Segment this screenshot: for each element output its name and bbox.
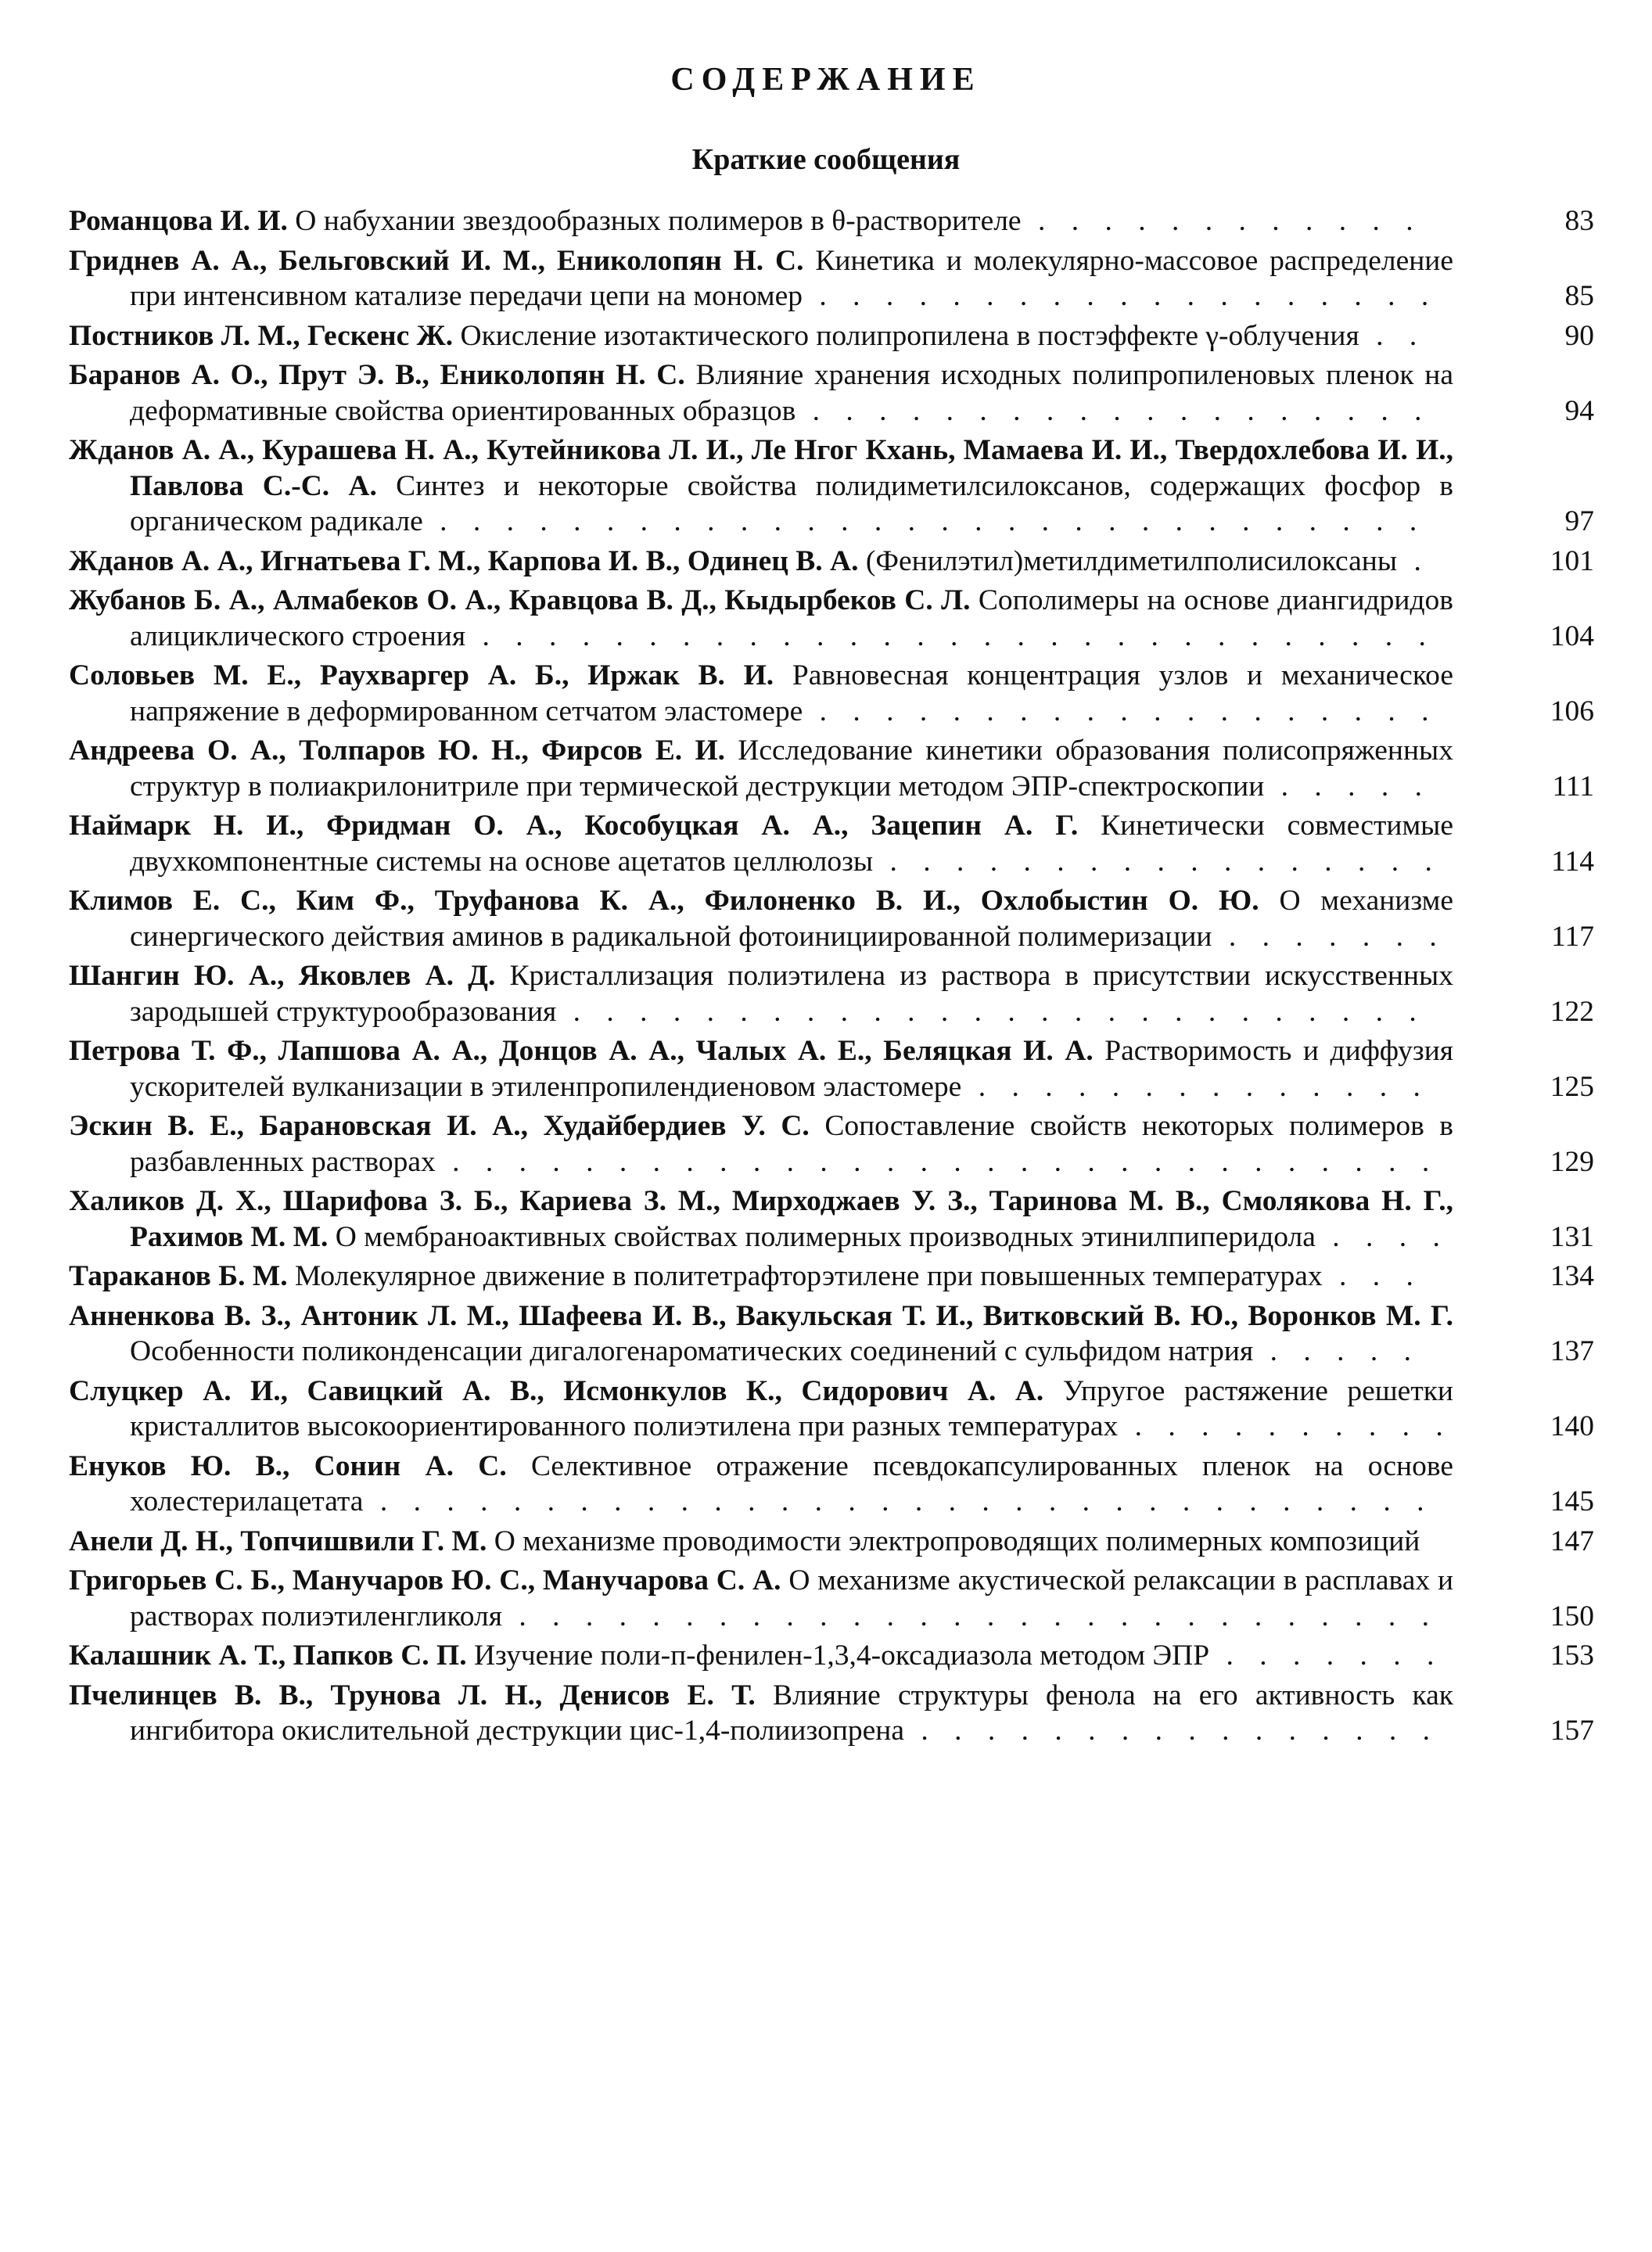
toc-entry-authors: Жданов А. А., Курашева Н. А., Кутейникова Л. И., Ле Нгог Кхань, Мамаева И. И., Твердохлебова И. И., Павлова С.-С. А. [69,434,1453,502]
toc-entry-authors: Шангин Ю. А., Яковлев А. Д. [69,960,496,992]
toc-entry-title: О механизме проводимости электропроводящих полимерных композиций [494,1525,1420,1557]
toc-entry-authors: Наймарк Н. И., Фридман О. А., Кособуцкая А. А., Зацепин А. Г. [69,810,1079,842]
toc-entry-text [69,433,1453,540]
toc-entry-page-number: 140 [1550,1410,1594,1442]
dot-leader: . . . . . . . . . . . . . . . . [904,1715,1439,1747]
toc-entry [69,357,1594,429]
toc-entry-title: Синтез и некоторые свойства полидиметилсилоксанов, содержащих фосфор в органическом радикале [130,469,1453,537]
toc-entry-text [69,1259,1453,1295]
toc-entry-text [69,808,1453,879]
toc-entry-page-number: 117 [1551,920,1594,953]
toc-entry [69,1524,1594,1560]
dot-leader: . . . . . . . . . . . . . . . . . . . [795,394,1431,427]
toc-entry-text [69,243,1453,314]
dot-leader: . . . . [1315,1220,1449,1253]
toc-entry-title: Кристаллизация полиэтилена из раствора в присутствии искусственных зародышей структурообразования [130,960,1453,1028]
dot-leader: . . . . . . . . . . . . . . . . . . . [803,695,1438,727]
toc-entry [69,1183,1594,1255]
toc-entry [69,1678,1594,1749]
toc-entry-title: О механизме синергического действия аминов в радикальной фотоинициированной полимеризации [130,885,1453,953]
toc-entry-page-number: 111 [1552,770,1594,803]
toc-entry [69,958,1594,1029]
toc-entry-text [69,544,1453,580]
dot-leader: . [1397,544,1431,577]
dot-leader: . . . . . . . [1209,1640,1444,1672]
toc-entry-text [69,1108,1453,1180]
dot-leader: . . . . . . . . . . . . . . . . . . . . . . . . . . . . [502,1600,1439,1632]
toc-entry [69,1033,1594,1104]
dot-leader: . . . . . . . . . . . . . . . . . . . . . . . . . . . . . [465,620,1435,652]
toc-entry-title: Селективное отражение псевдокапсулированных пленок на основе холестерилацетата [130,1449,1453,1517]
dot-leader: . . . [1322,1260,1423,1292]
toc-entry-text [69,203,1453,239]
toc-entry-authors: Григорьев С. Б., Манучаров Ю. С., Манучарова С. А. [69,1564,781,1597]
toc-entry-authors: Калашник А. Т., Папков С. П. [69,1640,467,1672]
toc-entry-title: Равновесная концентрация узлов и механическое напряжение в деформированном сетчатом эластомере [130,659,1453,727]
toc-entry [69,433,1594,540]
toc-entry-page-number: 150 [1550,1600,1594,1632]
toc-entry-title: Сополимеры на основе диангидридов алициклического строения [130,584,1453,652]
toc-entry-title: Сопоставление свойств некоторых полимеров в разбавленных растворах [130,1110,1453,1178]
table-of-contents [69,203,1594,1753]
toc-entry-page-number: 153 [1550,1640,1594,1672]
toc-entry [69,583,1594,654]
toc-entry-text [69,1298,1453,1370]
toc-entry-text [69,958,1453,1029]
toc-entry-text [69,1638,1453,1674]
toc-entry-title: Окисление изотактического полипропилена в постэффекте γ-облучения [460,319,1359,352]
toc-entry-page-number: 145 [1550,1485,1594,1517]
page-title: СОДЕРЖАНИЕ [670,62,982,98]
dot-leader: . . . . . . . [1212,920,1446,953]
dot-leader: . . . . . [1253,1335,1420,1367]
toc-entry-authors: Тараканов Б. М. [69,1260,288,1292]
toc-entry-text [69,1183,1453,1255]
toc-entry-page-number: 129 [1550,1145,1594,1178]
toc-entry-authors: Анненкова В. З., Антоник Л. М., Шафеева И. В., Вакульская Т. И., Витковский В. Ю., Воронков М. Г. [69,1299,1453,1332]
toc-entry-authors: Анели Д. Н., Топчишвили Г. М. [69,1525,487,1557]
dot-leader: . . . . . . . . . . . . . . . . . [873,845,1442,878]
toc-entry-page-number: 157 [1550,1715,1594,1747]
toc-entry [69,1259,1594,1295]
toc-entry-authors: Петрова Т. Ф., Лапшова А. А., Донцов А. А., Чалых А. Е., Беляцкая И. А. [69,1035,1094,1067]
toc-entry-page-number: 125 [1550,1070,1594,1103]
toc-entry [69,733,1594,804]
section-heading: Краткие сообщения [691,143,961,176]
toc-entry-authors: Романцова И. И. [69,205,288,237]
toc-entry [69,658,1594,729]
toc-entry-page-number: 94 [1564,394,1594,427]
toc-entry-page-number: 134 [1550,1260,1594,1292]
toc-entry-page-number: 147 [1550,1525,1594,1557]
toc-entry-text [69,318,1453,354]
dot-leader: . . . . . . . . . . [1118,1410,1453,1442]
toc-entry-title: Молекулярное движение в политетрафторэтилене при повышенных температурах [294,1260,1323,1292]
toc-entry-authors: Андреева О. А., Толпаров Ю. Н., Фирсов Е. И. [69,735,725,767]
dot-leader: . . . . . . . . . . . . . . [961,1070,1430,1103]
dot-leader: . . . . . . . . . . . . . . . . . . . . . . . . . . . . . . [435,1145,1439,1178]
toc-entry-title: Влияние структуры фенола на его активность как ингибитора окислительной деструкции цис-1,4-полиизопрена [130,1679,1453,1747]
toc-entry-page-number: 97 [1564,505,1594,537]
toc-entry-authors: Слуцкер А. И., Савицкий А. В., Исмонкулов К., Сидорович А. А. [69,1374,1044,1407]
dot-leader: . . . . . . . . . . . . [1021,205,1423,237]
dot-leader: . . . . . . . . . . . . . . . . . . . . . . . . . . [556,995,1426,1028]
toc-entry-page-number: 137 [1550,1335,1594,1367]
toc-entry-text [69,1678,1453,1749]
toc-entry-authors: Халиков Д. Х., Шарифова З. Б., Кариева З. М., Мирходжаев У. З., Таринова М. В., Смолякова Н. Г., Рахимов М. М. [69,1185,1453,1253]
toc-entry-authors: Эскин В. Е., Барановская И. А., Худайбердиев У. С. [69,1110,810,1142]
toc-entry [69,1108,1594,1180]
dot-leader: . . . . . . . . . . . . . . . . . . . . . . . . . . . . . . . . [363,1485,1434,1517]
toc-entry-title: (Фенилэтил)метилдиметилполисилоксаны [865,544,1398,577]
toc-entry [69,1374,1594,1445]
toc-entry-text [69,1563,1453,1634]
toc-entry-title: Влияние хранения исходных полипропиленовых пленок на деформативные свойства ориентированных образцов [130,359,1453,427]
toc-entry [69,203,1594,239]
toc-entry-text [69,1524,1453,1560]
toc-entry-authors: Баранов А. О., Прут Э. В., Ениколопян Н. С. [69,359,685,391]
dot-leader: . . [1359,319,1427,352]
toc-entry-authors: Гриднев А. А., Бельговский И. М., Ениколопян Н. С. [69,244,804,277]
toc-entry-page-number: 101 [1550,544,1594,577]
toc-entry-authors: Енуков Ю. В., Сонин А. С. [69,1449,507,1482]
toc-entry-title: Кинетика и молекулярно-массовое распределение при интенсивном катализе передачи цепи на мономер [130,244,1453,312]
toc-entry-text [69,1033,1453,1104]
toc-entry-page-number: 106 [1550,695,1594,727]
toc-entry-text [69,733,1453,804]
toc-entry [69,1298,1594,1370]
dot-leader: . . . . . . . . . . . . . . . . . . . . . . . . . . . . . . [422,505,1427,537]
toc-entry [69,808,1594,879]
toc-entry-authors: Постников Л. М., Гескенс Ж. [69,319,454,352]
toc-entry-title: О набухании звездообразных полимеров в θ-растворителе [295,205,1022,237]
toc-entry-text [69,1449,1453,1520]
toc-entry [69,1449,1594,1520]
toc-entry [69,544,1594,580]
toc-entry-page-number: 85 [1564,280,1594,312]
dot-leader: . . . . . [1264,770,1432,803]
toc-entry-title: О механизме акустической релаксации в расплавах и растворах полиэтиленгликоля [130,1564,1453,1632]
toc-entry-text [69,357,1453,429]
toc-entry-authors: Пчелинцев В. В., Трунова Л. Н., Денисов Е. Т. [69,1679,756,1711]
toc-entry-title: Особенности поликонденсации дигалогенароматических соединений с сульфидом натрия [130,1335,1254,1367]
toc-entry-page-number: 122 [1550,995,1594,1028]
toc-entry [69,243,1594,314]
toc-entry-authors: Соловьев М. Е., Раухваргер А. Б., Иржак В. И. [69,659,774,691]
toc-entry-title: Растворимость и диффузия ускорителей вулканизации в этиленпропилендиеновом эластомере [130,1035,1453,1103]
toc-entry-title: Упругое растяжение решетки кристаллитов высокоориентированного полиэтилена при разных температурах [130,1374,1453,1442]
toc-entry-authors: Климов Е. С., Ким Ф., Труфанова К. А., Филоненко В. И., Охлобыстин О. Ю. [69,885,1259,917]
toc-entry-title: Изучение поли-п-фенилен-1,3,4-оксадиазола методом ЭПР [473,1640,1210,1672]
toc-entry-text [69,583,1453,654]
toc-entry-authors: Жданов А. А., Игнатьева Г. М., Карпова И. В., Одинец В. А. [69,544,859,577]
toc-entry [69,318,1594,354]
toc-entry-page-number: 131 [1550,1220,1594,1253]
toc-entry-text [69,1374,1453,1445]
toc-entry-title: Исследование кинетики образования полисопряженных структур в полиакрилонитриле при термической деструкции методом ЭПР-спектроскопии [130,735,1453,803]
toc-entry-page-number: 114 [1551,845,1594,878]
toc-entry-title: О мембраноактивных свойствах полимерных производных этинилпиперидола [335,1220,1316,1253]
toc-entry-page-number: 83 [1564,205,1594,237]
toc-entry [69,1638,1594,1674]
toc-entry-page-number: 104 [1550,620,1594,652]
toc-entry-text [69,883,1453,954]
toc-entry-text [69,658,1453,729]
dot-leader: . . . . . . . . . . . . . . . . . . . [803,280,1438,312]
toc-entry-page-number: 90 [1564,319,1594,352]
toc-entry [69,1563,1594,1634]
toc-entry-authors: Жубанов Б. А., Алмабеков О. А., Кравцова В. Д., Кыдырбеков С. Л. [69,584,971,616]
toc-entry-title: Кинетически совместимые двухкомпонентные системы на основе ацетатов целлюлозы [130,810,1453,878]
toc-entry [69,883,1594,954]
